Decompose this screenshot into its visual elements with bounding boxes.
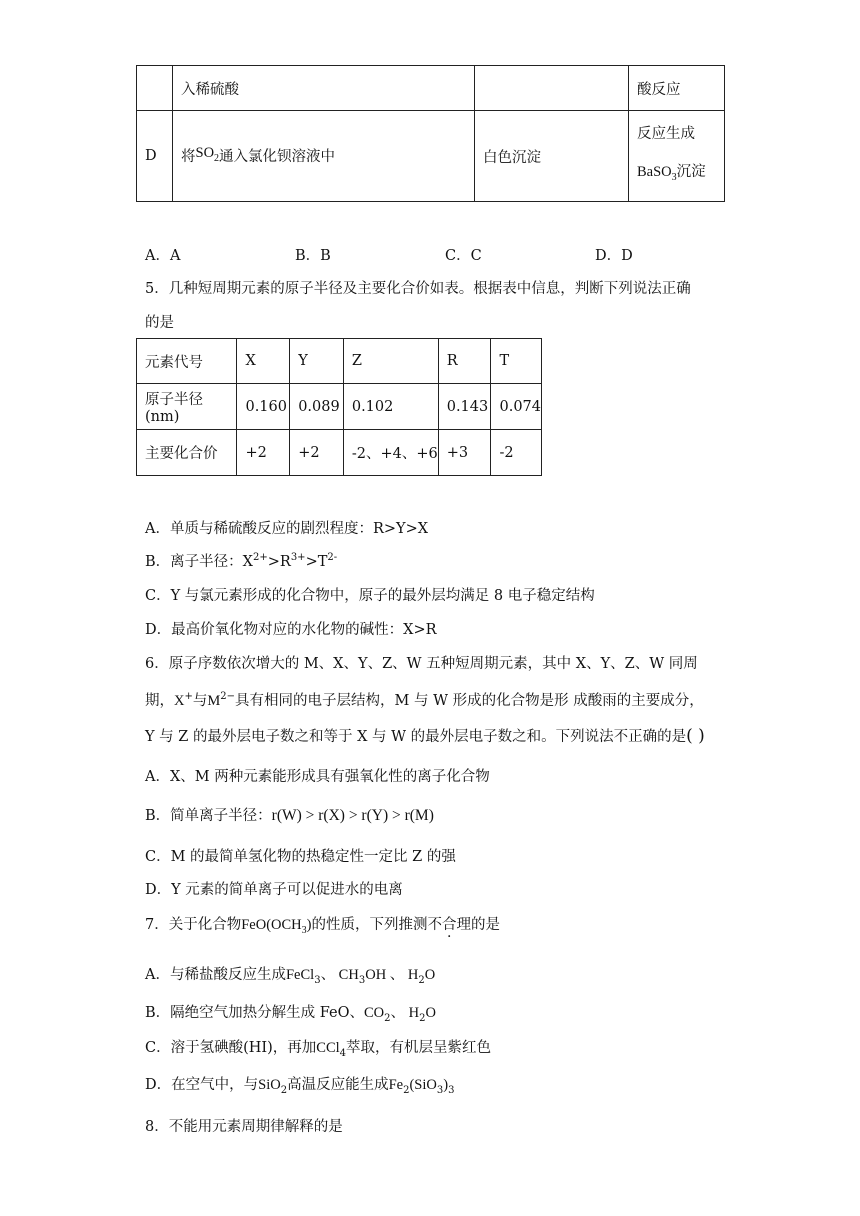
prev-question-table xyxy=(136,65,725,202)
table-row xyxy=(137,66,725,111)
q7-option-a[interactable]: A．与稀盐酸反应生成FeCl$_3$、 $CH_3OH$ 、 $H_2O$ xyxy=(145,967,436,986)
table-cell: 0.102 xyxy=(343,384,438,430)
option-a[interactable]: A．A xyxy=(145,248,181,264)
table-cell xyxy=(629,111,725,202)
q5-option-c[interactable]: C．Y 与氯元素形成的化合物中，原子的最外层均满足 8 电子稳定结构 xyxy=(145,588,595,604)
q7-option-b[interactable]: B．隔绝空气加热分解生成 FeO、$CO_2$、 $H_2O$ xyxy=(145,1005,436,1024)
emphasis-dots: 不合理 xyxy=(427,917,471,933)
table-header: X xyxy=(237,339,290,384)
table-header: 元素代号 xyxy=(137,339,237,384)
option-d[interactable]: D．D xyxy=(595,248,633,264)
table-cell: +2 xyxy=(237,430,290,476)
table-cell: D xyxy=(137,111,173,202)
table-cell: -2、+4、+6 xyxy=(343,430,438,476)
table-cell: 酸反应 xyxy=(629,66,725,111)
q7-stem: 7．关于化合物$FeO(OCH_3)$的性质，下列推测不合理的是 xyxy=(145,917,500,936)
q5-option-a[interactable]: A．单质与稀硫酸反应的剧烈程度：R>Y>X xyxy=(145,521,429,537)
q5-option-b[interactable]: B．离子半径：$X^{2+}>R^{3+}>T^{2-}$ xyxy=(145,552,338,570)
table-cell xyxy=(475,66,629,111)
table-cell: 原子半径(nm) xyxy=(137,384,237,430)
q7-option-d[interactable]: D．在空气中，与SiO$_2$高温反应能生成$Fe_2(SiO_3)_3$ xyxy=(145,1077,455,1096)
table-header: R xyxy=(438,339,491,384)
q5-stem: 的是 xyxy=(145,315,174,331)
q8-stem: 8．不能用元素周期律解释的是 xyxy=(145,1119,343,1135)
table-row xyxy=(137,339,542,384)
chem-formula: $SO_2$ xyxy=(195,144,220,164)
table-cell: +2 xyxy=(290,430,344,476)
q5-stem: 5．几种短周期元素的原子半径及主要化合价如表。根据表中信息，判断下列说法正确 xyxy=(145,281,691,297)
cell-text: BaSO$_3$沉淀 xyxy=(637,164,706,183)
table-row xyxy=(137,384,542,430)
cell-text: 通入氯化钡溶液中 xyxy=(219,148,336,165)
table-header: T xyxy=(491,339,542,384)
q6-option-c[interactable]: C．M 的最简单氢化物的热稳定性一定比 Z 的强 xyxy=(145,849,456,865)
table-row xyxy=(137,430,542,476)
cell-text: 反应生成 xyxy=(637,126,695,143)
table-cell: 白色沉淀 xyxy=(475,111,629,202)
q6-stem: 6．原子序数依次增大的 M、X、Y、Z、W 五种短周期元素，其中 X、Y、Z、W 同周 xyxy=(145,656,698,672)
table-cell: +3 xyxy=(438,430,491,476)
q6-stem: Y 与 Z 的最外层电子数之和等于 X 与 W 的最外层电子数之和。下列说法不正确的是( ) xyxy=(145,726,705,746)
cell-text: 将 xyxy=(181,148,196,165)
table-cell: 0.074 xyxy=(491,384,542,430)
q7-option-c[interactable]: C．溶于氢碘酸(HI)，再加CCl$_4$萃取，有机层呈紫红色 xyxy=(145,1040,492,1059)
table-cell: 0.089 xyxy=(290,384,344,430)
table-cell: -2 xyxy=(491,430,542,476)
table-cell: 入稀硫酸 xyxy=(173,66,475,111)
table-cell: 0.160 xyxy=(237,384,290,430)
q6-option-b[interactable]: B．简单离子半径：r(W) > r(X) > r(Y) > r(M) xyxy=(145,807,434,824)
option-c[interactable]: C．C xyxy=(445,248,482,264)
table-header: Z xyxy=(343,339,438,384)
element-table xyxy=(136,338,542,476)
table-header: Y xyxy=(290,339,344,384)
table-row xyxy=(137,111,725,202)
table-cell: 0.143 xyxy=(438,384,491,430)
table-cell xyxy=(173,111,475,202)
q6-stem: 期，X+与$M^{2-}$具有相同的电子层结构，M 与 W 形成的化合物是形 成酸雨的主要成分， xyxy=(145,691,704,709)
option-b[interactable]: B．B xyxy=(295,248,331,264)
q6-option-d[interactable]: D．Y 元素的简单离子可以促进水的电离 xyxy=(145,882,403,898)
q5-option-d[interactable]: D．最高价氧化物对应的水化物的碱性：X>R xyxy=(145,622,437,638)
table-cell: 主要化合价 xyxy=(137,430,237,476)
table-cell xyxy=(137,66,173,111)
q6-option-a[interactable]: A．X、M 两种元素能形成具有强氧化性的离子化合物 xyxy=(145,769,490,785)
